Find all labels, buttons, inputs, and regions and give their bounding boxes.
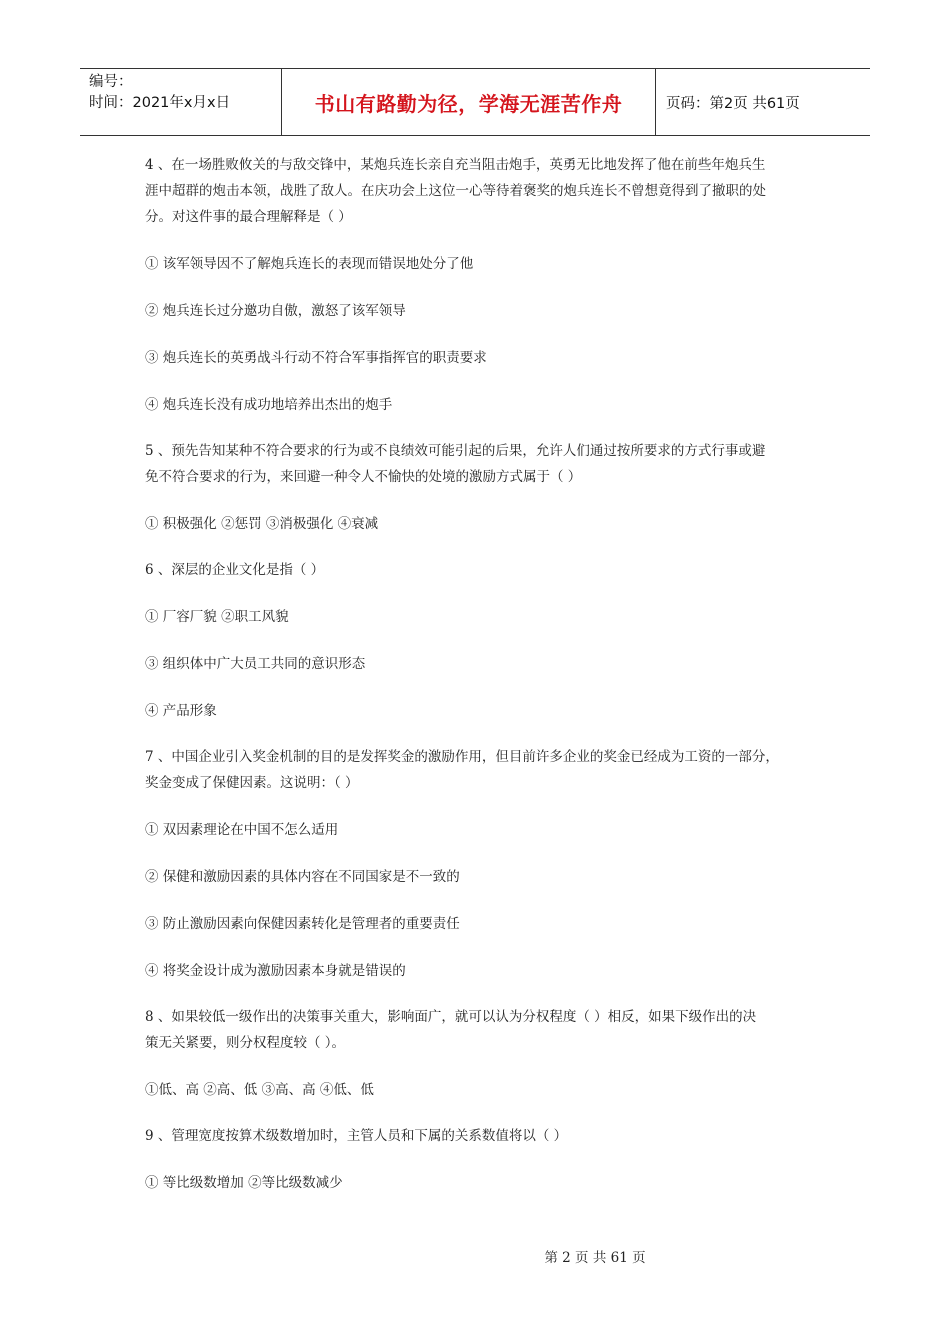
answer-option: ③ 防止激励因素向保健因素转化是管理者的重要责任 bbox=[145, 916, 460, 932]
question-stem-line: 8 、如果较低一级作出的决策事关重大，影响面广，就可以认为分权程度（ ）相反，如果下级作出的决 bbox=[145, 1009, 757, 1025]
question-stem-line: 策无关紧要，则分权程度较（ ）。 bbox=[145, 1035, 346, 1051]
question-stem bbox=[145, 438, 807, 490]
question-stem-line: 5 、预先告知某种不符合要求的行为或不良绩效可能引起的后果，允许人们通过按所要求的方式行事或避 bbox=[145, 443, 766, 459]
answer-option: ① 该军领导因不了解炮兵连长的表现而错误地处分了他 bbox=[145, 256, 474, 272]
question-stem bbox=[145, 744, 807, 796]
question-stem bbox=[145, 152, 807, 230]
question-list bbox=[145, 152, 807, 1196]
question-stem-line: 免不符合要求的行为，来回避一种令人不愉快的处境的激励方式属于（ ） bbox=[145, 469, 582, 485]
question-stem-line: 涯中超群的炮击本领，战胜了敌人。在庆功会上这位一心等待着褒奖的炮兵连长不曾想竟得到了撤职的处 bbox=[145, 183, 766, 199]
question-block bbox=[145, 438, 807, 537]
answer-option: ① 等比级数增加 ②等比级数减少 bbox=[145, 1175, 343, 1191]
document-number-label: 编号： bbox=[89, 74, 133, 90]
question-block bbox=[145, 557, 807, 724]
answer-option: ② 保健和激励因素的具体内容在不同国家是不一致的 bbox=[145, 869, 460, 885]
answer-option: ① 厂容厂貌 ②职工风貌 bbox=[145, 609, 289, 625]
page-header bbox=[80, 68, 870, 136]
question-stem bbox=[145, 557, 807, 583]
answer-option: ① 积极强化 ②惩罚 ③消极强化 ④衰减 bbox=[145, 516, 379, 532]
header-page-info: 页码：第2页 共61页 bbox=[666, 95, 800, 112]
question-stem-line: 7 、中国企业引入奖金机制的目的是发挥奖金的激励作用，但目前许多企业的奖金已经成为工资的一部分， bbox=[145, 749, 779, 765]
answer-option: ④ 炮兵连长没有成功地培养出杰出的炮手 bbox=[145, 397, 393, 413]
question-stem bbox=[145, 1004, 807, 1056]
document-date-label: 时间：2021年x月x日 bbox=[89, 95, 231, 111]
question-block bbox=[145, 744, 807, 984]
question-stem-line: 分。对这件事的最合理解释是（ ） bbox=[145, 209, 352, 225]
answer-option: ④ 将奖金设计成为激励因素本身就是错误的 bbox=[145, 963, 406, 979]
question-stem bbox=[145, 1123, 807, 1149]
answer-option: ① 双因素理论在中国不怎么适用 bbox=[145, 822, 339, 838]
answer-option: ③ 组织体中广大员工共同的意识形态 bbox=[145, 656, 366, 672]
question-block bbox=[145, 152, 807, 418]
question-stem-line: 奖金变成了保健因素。这说明：（ ） bbox=[145, 775, 359, 791]
answer-option: ③ 炮兵连长的英勇战斗行动不符合军事指挥官的职责要求 bbox=[145, 350, 487, 366]
answer-option: ④ 产品形象 bbox=[145, 703, 217, 719]
header-motto: 书山有路勤为径，学海无涯苦作舟 bbox=[282, 69, 656, 135]
header-meta bbox=[80, 69, 282, 135]
page-footer: 第 2 页 共 61 页 bbox=[544, 1250, 646, 1266]
answer-option: ② 炮兵连长过分邀功自傲，激怒了该军领导 bbox=[145, 303, 406, 319]
question-stem-line: 6 、深层的企业文化是指（ ） bbox=[145, 562, 325, 578]
question-block bbox=[145, 1004, 807, 1103]
question-stem-line: 9 、管理宽度按算术级数增加时，主管人员和下属的关系数值将以（ ） bbox=[145, 1128, 568, 1144]
answer-option: ①低、高 ②高、低 ③高、高 ④低、低 bbox=[145, 1082, 374, 1098]
question-block bbox=[145, 1123, 807, 1196]
question-stem-line: 4 、在一场胜败攸关的与敌交锋中，某炮兵连长亲自充当阻击炮手，英勇无比地发挥了他在前些年炮兵生 bbox=[145, 157, 766, 173]
